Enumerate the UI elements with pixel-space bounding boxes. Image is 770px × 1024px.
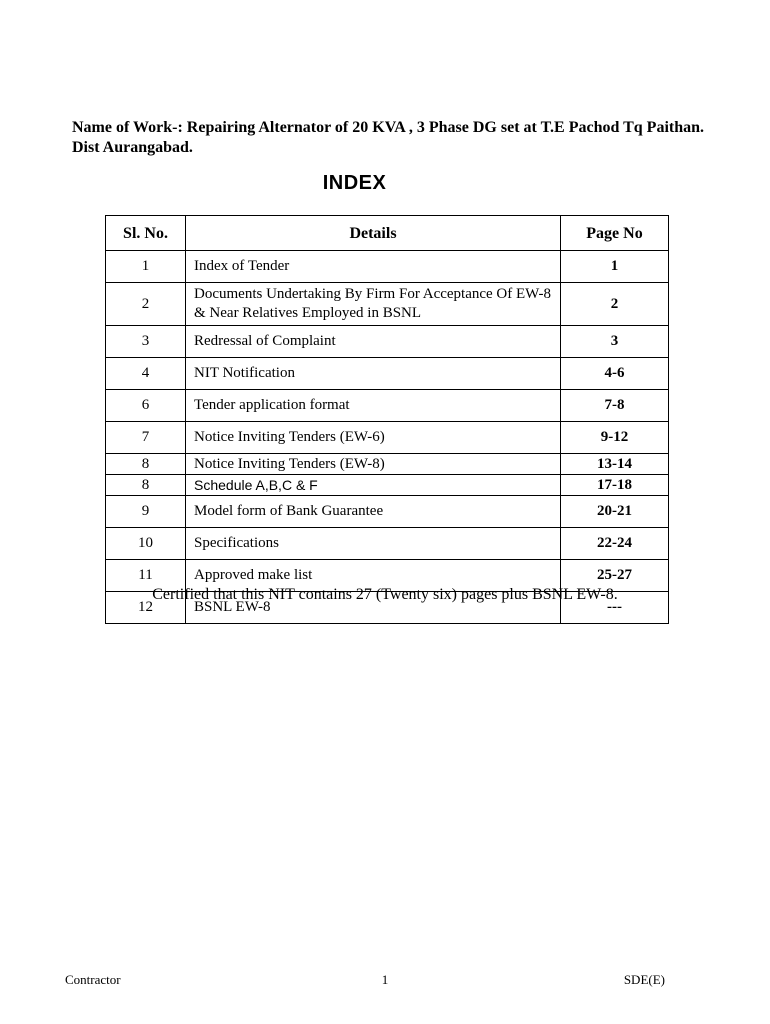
page-no-cell: 3: [561, 326, 669, 358]
page-no-cell: 9-12: [561, 422, 669, 454]
page-no-cell: 22-24: [561, 528, 669, 560]
table-row: [106, 283, 669, 326]
footer-sde-label: SDE(E): [623, 972, 665, 987]
table-row: [106, 528, 669, 560]
sl-no-cell: 9: [106, 496, 186, 528]
details-cell: Redressal of Complaint: [186, 326, 561, 358]
column-header-details: Details: [186, 216, 561, 251]
table-row: [106, 496, 669, 528]
sl-no-cell: 1: [106, 251, 186, 283]
sl-no-cell: 4: [106, 358, 186, 390]
table-row: [106, 422, 669, 454]
column-header-page-no: Page No: [561, 216, 669, 251]
page-title: INDEX: [322, 172, 387, 194]
page-no-cell: 2: [561, 283, 669, 326]
details-cell: Schedule A,B,C & F: [186, 475, 561, 496]
table-row: [106, 358, 669, 390]
table-row: [106, 475, 669, 496]
page-no-cell: 13-14: [561, 454, 669, 475]
page-no-cell: 25-27: [561, 560, 669, 592]
table-row: [106, 251, 669, 283]
sl-no-cell: 8: [106, 475, 186, 496]
index-table-body: [106, 251, 669, 624]
details-cell: Approved make list: [186, 560, 561, 592]
details-cell: Notice Inviting Tenders (EW-8): [186, 454, 561, 475]
table-header-row: [106, 216, 669, 251]
table-row: [106, 454, 669, 475]
name-of-work: Name of Work-: Repairing Alternator of 20 KVA , 3 Phase DG set at T.E Pachod Tq Paithan. Dist Aurangabad.: [72, 119, 705, 156]
page-no-cell: ---: [561, 592, 669, 624]
page-no-cell: 4-6: [561, 358, 669, 390]
details-cell: Notice Inviting Tenders (EW-6): [186, 422, 561, 454]
index-table: [105, 215, 669, 624]
sl-no-cell: 11: [106, 560, 186, 592]
sl-no-cell: 12: [106, 592, 186, 624]
sl-no-cell: 6: [106, 390, 186, 422]
details-cell: BSNL EW-8: [186, 592, 561, 624]
sl-no-cell: 7: [106, 422, 186, 454]
table-row: [106, 326, 669, 358]
sl-no-cell: 8: [106, 454, 186, 475]
details-cell: Model form of Bank Guarantee: [186, 496, 561, 528]
page-no-cell: 1: [561, 251, 669, 283]
certification-note: Certified that this NIT contains 27 (Twenty six) pages plus BSNL EW-8.: [152, 586, 618, 603]
page-no-cell: 20-21: [561, 496, 669, 528]
details-cell: NIT Notification: [186, 358, 561, 390]
page-no-cell: 7-8: [561, 390, 669, 422]
details-cell: Specifications: [186, 528, 561, 560]
details-cell: Tender application format: [186, 390, 561, 422]
sl-no-cell: 10: [106, 528, 186, 560]
sl-no-cell: 2: [106, 283, 186, 326]
sl-no-cell: 3: [106, 326, 186, 358]
page-no-cell: 17-18: [561, 475, 669, 496]
footer-contractor-label: Contractor: [65, 972, 121, 987]
details-cell: Documents Undertaking By Firm For Acceptance Of EW-8 & Near Relatives Employed in BSNL: [186, 283, 561, 326]
table-row: [106, 390, 669, 422]
details-cell: Index of Tender: [186, 251, 561, 283]
footer-page-number: 1: [381, 972, 389, 987]
column-header-sl-no: Sl. No.: [106, 216, 186, 251]
